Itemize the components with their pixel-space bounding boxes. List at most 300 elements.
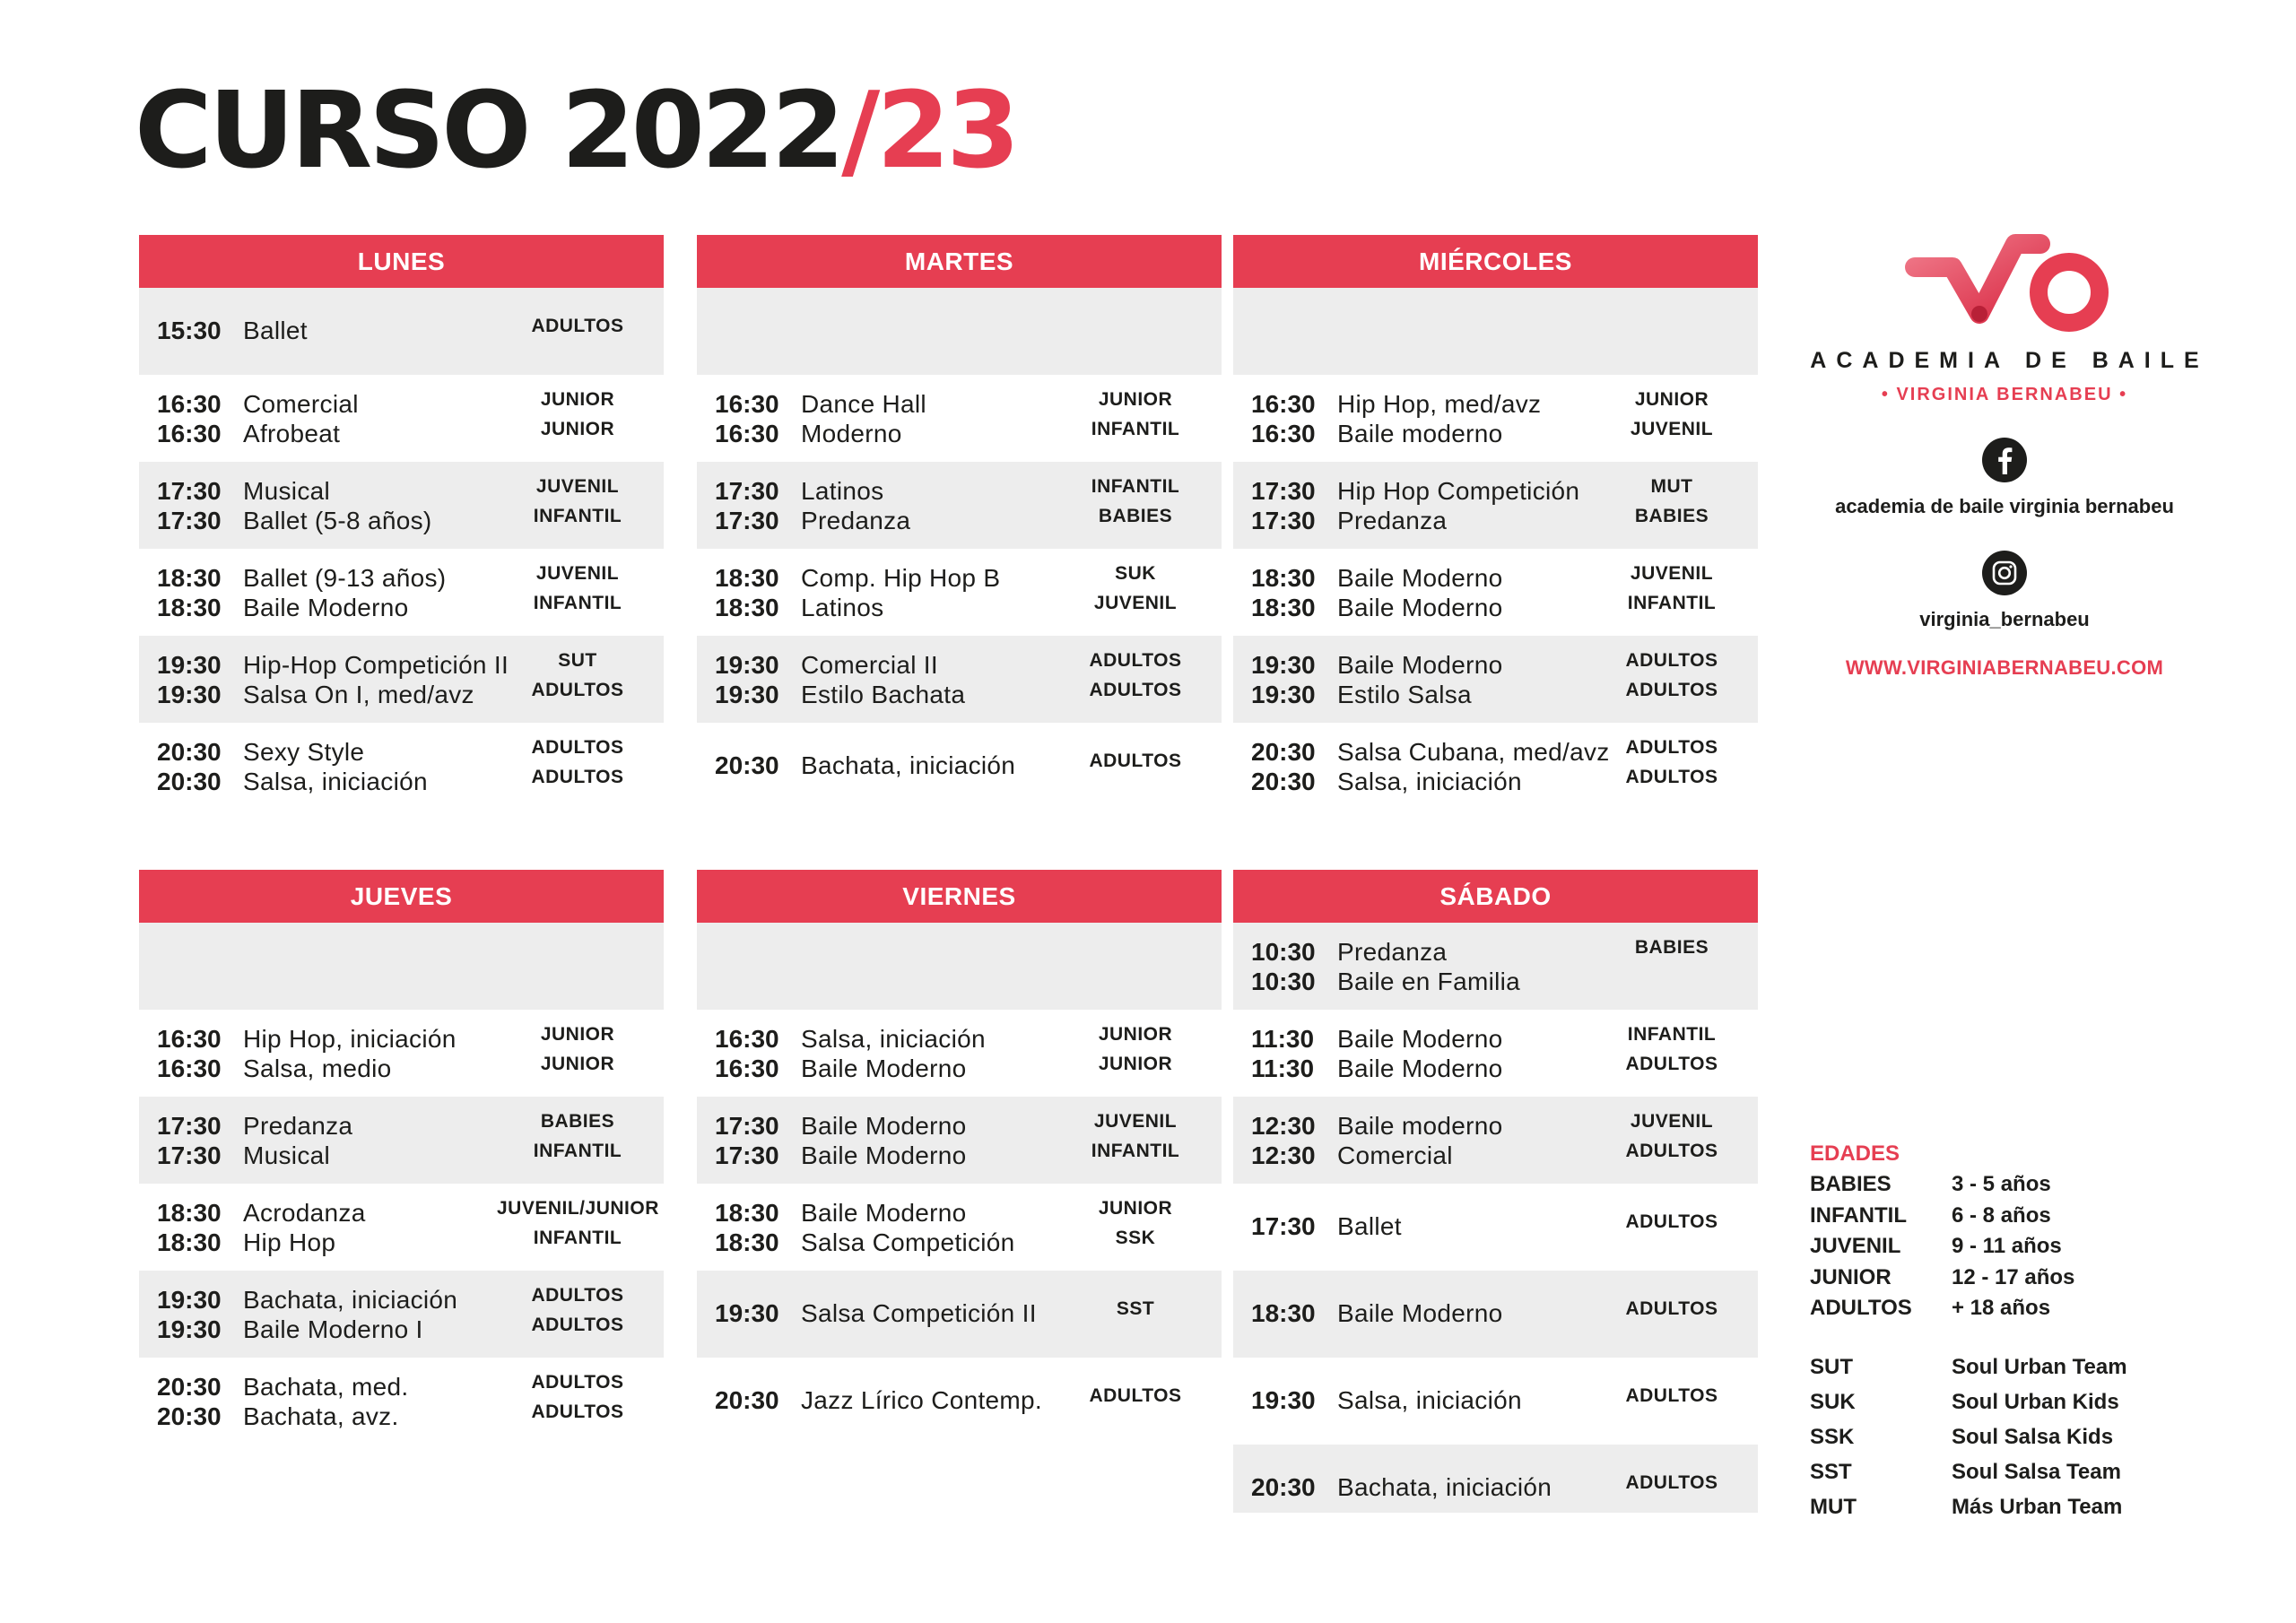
facebook-icon[interactable]: [1982, 438, 2027, 482]
legend-key: SST: [1810, 1459, 1852, 1484]
class-time: 20:30: [715, 751, 779, 779]
legend-value: 3 - 5 años: [1952, 1172, 2051, 1196]
class-level: MUT: [1650, 476, 1693, 497]
class-time: 20:30: [157, 768, 222, 795]
class-name: Baile Moderno: [1337, 1299, 1503, 1327]
class-time: 19:30: [157, 651, 222, 679]
class-name: Estilo Salsa: [1337, 681, 1472, 708]
class-time: 20:30: [157, 738, 222, 766]
class-slot: [1233, 288, 1758, 375]
class-name: Latinos: [801, 594, 884, 621]
class-level: ADULTOS: [1625, 737, 1718, 758]
class-name: Ballet (9-13 años): [243, 564, 447, 592]
class-level: ADULTOS: [531, 1372, 624, 1393]
legend-value: Soul Salsa Kids: [1952, 1424, 2114, 1449]
legend-value: Soul Urban Kids: [1952, 1389, 2119, 1414]
class-time: 20:30: [715, 1386, 779, 1414]
class-slot: [697, 375, 1222, 462]
class-row: [139, 1402, 664, 1431]
class-name: Salsa, iniciación: [801, 1025, 986, 1053]
day-4: [697, 870, 1222, 1445]
class-row: [139, 680, 664, 709]
class-time: 19:30: [1251, 651, 1316, 679]
legend-value: 6 - 8 años: [1952, 1202, 2051, 1228]
class-level: BABIES: [1634, 506, 1709, 526]
class-row: [697, 1298, 1222, 1328]
class-name: Musical: [243, 477, 331, 505]
class-slot: [1233, 1010, 1758, 1097]
class-time: 16:30: [1251, 390, 1316, 418]
class-level: JUNIOR: [540, 389, 615, 410]
class-name: Hip Hop: [243, 1228, 336, 1256]
class-time: 17:30: [157, 507, 222, 534]
legend-row: [1810, 1263, 2222, 1294]
class-time: 16:30: [715, 1025, 779, 1053]
legend-key: SUK: [1810, 1389, 1856, 1414]
class-level: ADULTOS: [1625, 1472, 1718, 1493]
class-name: Ballet: [1337, 1212, 1402, 1240]
class-slot: [139, 1184, 664, 1271]
class-time: 16:30: [157, 390, 222, 418]
class-name: Baile moderno: [1337, 420, 1503, 447]
legend-value: + 18 años: [1952, 1296, 2051, 1320]
class-slot: [139, 1097, 664, 1184]
class-row: [697, 419, 1222, 448]
class-level: ADULTOS: [1089, 680, 1182, 700]
class-time: 18:30: [715, 1199, 779, 1227]
class-time: 20:30: [157, 1373, 222, 1401]
class-level: ADULTOS: [531, 1315, 624, 1335]
class-row: [1233, 937, 1758, 967]
class-level: ADULTOS: [531, 1402, 624, 1422]
class-time: 16:30: [715, 1055, 779, 1082]
class-name: Baile Moderno: [801, 1199, 967, 1227]
class-name: Dance Hall: [801, 390, 926, 418]
class-name: Hip Hop, iniciación: [243, 1025, 457, 1053]
class-time: 20:30: [1251, 768, 1316, 795]
class-row: [139, 1141, 664, 1170]
class-slot: [139, 549, 664, 636]
class-name: Salsa Competición II: [801, 1299, 1037, 1327]
class-level: ADULTOS: [531, 316, 624, 336]
class-level: JUNIOR: [1098, 1198, 1173, 1219]
class-time: 17:30: [1251, 477, 1316, 505]
class-name: Baile en Familia: [1337, 968, 1520, 995]
website-link[interactable]: WWW.VIRGINIABERNABEU.COM: [1845, 656, 2164, 679]
legend-key: JUVENIL: [1810, 1234, 1901, 1258]
class-row: [697, 1141, 1222, 1170]
team-abbreviations: [1810, 1350, 2222, 1524]
class-slot: [1233, 1184, 1758, 1271]
legend-row: [1810, 1201, 2222, 1232]
class-time: 15:30: [157, 317, 222, 344]
instagram-handle[interactable]: virginia_bernabeu: [1919, 608, 2090, 630]
brand-block: [1785, 224, 2224, 680]
class-row: [1233, 1298, 1758, 1328]
class-slot: [1233, 462, 1758, 549]
class-name: Baile moderno: [1337, 1112, 1503, 1140]
legend-row: [1810, 1231, 2222, 1263]
class-time: 19:30: [157, 681, 222, 708]
class-time: 16:30: [715, 390, 779, 418]
class-slot: [697, 923, 1222, 1010]
class-level: SUT: [558, 650, 597, 671]
class-time: 20:30: [1251, 738, 1316, 766]
legend-value: Más Urban Team: [1952, 1494, 2123, 1519]
day-header: MIÉRCOLES: [1233, 235, 1758, 288]
class-row: [1233, 593, 1758, 622]
class-name: Salsa Competición: [801, 1228, 1015, 1256]
class-time: 16:30: [157, 1025, 222, 1053]
class-name: Ballet: [243, 317, 308, 344]
class-name: Salsa, medio: [243, 1055, 392, 1082]
class-time: 19:30: [715, 651, 779, 679]
class-name: Bachata, med.: [243, 1373, 409, 1401]
day-3: [139, 870, 664, 1445]
class-slot: [1233, 723, 1758, 810]
class-time: 16:30: [157, 420, 222, 447]
class-level: ADULTOS: [1625, 650, 1718, 671]
class-time: 12:30: [1251, 1141, 1316, 1169]
class-row: [697, 506, 1222, 535]
class-level: SSK: [1115, 1228, 1156, 1248]
class-level: ADULTOS: [1089, 1385, 1182, 1406]
class-level: INFANTIL: [533, 506, 622, 526]
class-level: INFANTIL: [533, 593, 622, 613]
class-name: Estilo Bachata: [801, 681, 966, 708]
class-level: ADULTOS: [1089, 650, 1182, 671]
class-slot: [697, 1010, 1222, 1097]
class-level: JUVENIL/JUNIOR: [497, 1198, 659, 1219]
day-5: [1233, 870, 1758, 1513]
class-name: Baile Moderno: [1337, 594, 1503, 621]
class-time: 18:30: [1251, 1299, 1316, 1327]
class-name: Comercial: [1337, 1141, 1453, 1169]
class-level: JUNIOR: [540, 1054, 615, 1074]
class-level: ADULTOS: [1089, 751, 1182, 771]
class-name: Hip Hop, med/avz: [1337, 390, 1542, 418]
class-row: [139, 593, 664, 622]
class-time: 12:30: [1251, 1112, 1316, 1140]
class-time: 19:30: [157, 1315, 222, 1343]
class-row: [139, 419, 664, 448]
class-time: 19:30: [1251, 681, 1316, 708]
legend-row: [1810, 1350, 2222, 1384]
class-name: Baile Moderno: [1337, 651, 1503, 679]
class-level: ADULTOS: [1625, 1298, 1718, 1319]
class-slot: [1233, 1271, 1758, 1358]
class-row: [697, 1228, 1222, 1257]
class-slot: [697, 636, 1222, 723]
class-row: [1233, 506, 1758, 535]
class-name: Predanza: [801, 507, 911, 534]
day-header: LUNES: [139, 235, 664, 288]
class-level: ADULTOS: [1625, 1385, 1718, 1406]
class-time: 17:30: [715, 507, 779, 534]
class-name: Predanza: [1337, 938, 1448, 966]
class-level: JUNIOR: [1634, 389, 1709, 410]
class-row: [1233, 1211, 1758, 1241]
class-name: Comercial: [243, 390, 359, 418]
legend-key: SSK: [1810, 1424, 1855, 1449]
class-level: INFANTIL: [1091, 1141, 1180, 1161]
day-header: SÁBADO: [1233, 870, 1758, 923]
age-groups: [1810, 1169, 2222, 1324]
legend-key: SUT: [1810, 1354, 1853, 1379]
class-level: JUVENIL: [1093, 1111, 1178, 1132]
class-slot: [139, 375, 664, 462]
class-name: Salsa, iniciación: [1337, 768, 1522, 795]
class-level: SST: [1116, 1298, 1155, 1319]
class-time: 18:30: [1251, 564, 1316, 592]
class-level: INFANTIL: [533, 1228, 622, 1248]
class-level: INFANTIL: [1627, 1024, 1717, 1045]
class-slot: [1233, 549, 1758, 636]
class-name: Bachata, iniciación: [243, 1286, 458, 1314]
class-level: JUNIOR: [1098, 389, 1173, 410]
class-name: Salsa, iniciación: [1337, 1386, 1522, 1414]
class-row: [1233, 767, 1758, 796]
class-level: JUVENIL: [535, 476, 620, 497]
class-level: ADULTOS: [1625, 767, 1718, 787]
class-name: Ballet (5-8 años): [243, 507, 432, 534]
class-name: Predanza: [243, 1112, 353, 1140]
class-name: Baile Moderno: [801, 1141, 967, 1169]
class-slot: [139, 1358, 664, 1445]
class-time: 20:30: [157, 1402, 222, 1430]
class-slot: [139, 636, 664, 723]
class-time: 18:30: [157, 594, 222, 621]
class-slot: [1233, 375, 1758, 462]
class-level: JUNIOR: [540, 1024, 615, 1045]
class-time: 19:30: [1251, 1386, 1316, 1414]
class-level: ADULTOS: [531, 680, 624, 700]
class-row: [697, 1385, 1222, 1415]
legend-key: MUT: [1810, 1494, 1857, 1519]
class-level: JUVENIL: [535, 563, 620, 584]
class-time: 18:30: [157, 1228, 222, 1256]
class-level: BABIES: [1634, 937, 1709, 958]
class-name: Salsa On I, med/avz: [243, 681, 474, 708]
class-level: JUVENIL: [1630, 1111, 1714, 1132]
legend: [1810, 1139, 2222, 1524]
class-slot: [1233, 1358, 1758, 1445]
class-time: 11:30: [1251, 1055, 1315, 1082]
legend-key: INFANTIL: [1810, 1202, 1907, 1228]
class-level: SUK: [1115, 563, 1156, 584]
class-slot: [139, 723, 664, 810]
class-name: Bachata, iniciación: [1337, 1473, 1552, 1501]
class-time: 19:30: [715, 681, 779, 708]
class-name: Baile Moderno: [801, 1055, 967, 1082]
class-time: 17:30: [157, 477, 222, 505]
page-title: [135, 63, 1016, 197]
class-slot: [139, 1010, 664, 1097]
class-level: INFANTIL: [1627, 593, 1717, 613]
class-time: 18:30: [715, 1228, 779, 1256]
class-name: Musical: [243, 1141, 331, 1169]
class-name: Latinos: [801, 477, 884, 505]
instagram-icon[interactable]: [1982, 551, 2027, 595]
class-time: 16:30: [1251, 420, 1316, 447]
day-header: JUEVES: [139, 870, 664, 923]
class-slot: [697, 288, 1222, 375]
day-2: [1233, 235, 1758, 810]
class-time: 18:30: [1251, 594, 1316, 621]
day-0: [139, 235, 664, 810]
class-name: Salsa Cubana, med/avz: [1337, 738, 1610, 766]
class-slot: [697, 1271, 1222, 1358]
class-name: Comp. Hip Hop B: [801, 564, 1001, 592]
class-level: ADULTOS: [531, 1285, 624, 1306]
class-slot: [1233, 1097, 1758, 1184]
class-slot: [139, 288, 664, 375]
legend-row: [1810, 1419, 2222, 1454]
class-time: 16:30: [715, 420, 779, 447]
legend-row: [1810, 1454, 2222, 1489]
class-level: ADULTOS: [1625, 1141, 1718, 1161]
day-header: MARTES: [697, 235, 1222, 288]
class-row: [139, 316, 664, 345]
class-slot: [697, 723, 1222, 810]
facebook-handle[interactable]: academia de baile virginia bernabeu: [1835, 495, 2174, 517]
class-slot: [139, 462, 664, 549]
class-name: Baile Moderno I: [243, 1315, 423, 1343]
class-row: [697, 680, 1222, 709]
class-name: Hip-Hop Competición II: [243, 651, 509, 679]
legend-row: [1810, 1489, 2222, 1524]
class-time: 10:30: [1251, 938, 1316, 966]
class-slot: [697, 1184, 1222, 1271]
class-name: Bachata, avz.: [243, 1402, 399, 1430]
title-main: CURSO 2022: [135, 68, 842, 192]
class-level: ADULTOS: [1625, 680, 1718, 700]
academy-logo-icon: [1897, 224, 2112, 341]
class-row: [139, 506, 664, 535]
class-time: 17:30: [1251, 507, 1316, 534]
class-level: INFANTIL: [533, 1141, 622, 1161]
class-level: BABIES: [540, 1111, 615, 1132]
class-row: [1233, 680, 1758, 709]
day-header: VIERNES: [697, 870, 1222, 923]
class-time: 17:30: [715, 477, 779, 505]
class-row: [139, 1315, 664, 1344]
legend-value: 12 - 17 años: [1952, 1264, 2075, 1289]
class-level: JUVENIL: [1630, 419, 1714, 439]
class-name: Moderno: [801, 420, 902, 447]
class-row: [697, 751, 1222, 780]
class-level: INFANTIL: [1091, 419, 1180, 439]
class-slot: [139, 923, 664, 1010]
class-level: JUNIOR: [540, 419, 615, 439]
legend-value: Soul Urban Team: [1952, 1354, 2127, 1379]
class-slot: [1233, 1445, 1758, 1513]
class-row: [1233, 1385, 1758, 1415]
class-time: 19:30: [157, 1286, 222, 1314]
legend-key: ADULTOS: [1810, 1296, 1912, 1320]
class-time: 17:30: [157, 1141, 222, 1169]
class-row: [1233, 1141, 1758, 1170]
class-row: [697, 593, 1222, 622]
class-row: [139, 1054, 664, 1083]
class-name: Baile Moderno: [1337, 1025, 1503, 1053]
class-name: Bachata, iniciación: [801, 751, 1016, 779]
class-slot: [697, 462, 1222, 549]
class-name: Sexy Style: [243, 738, 365, 766]
class-slot: [1233, 636, 1758, 723]
legend-key: JUNIOR: [1810, 1264, 1892, 1289]
class-time: 17:30: [157, 1112, 222, 1140]
class-time: 18:30: [157, 564, 222, 592]
class-time: 17:30: [1251, 1212, 1316, 1240]
class-row: [139, 767, 664, 796]
class-time: 16:30: [157, 1055, 222, 1082]
legend-value: Soul Salsa Team: [1952, 1459, 2121, 1484]
legend-key: BABIES: [1810, 1172, 1892, 1196]
class-name: Comercial II: [801, 651, 938, 679]
class-level: JUNIOR: [1098, 1054, 1173, 1074]
class-slot: [697, 1097, 1222, 1184]
class-level: JUNIOR: [1098, 1024, 1173, 1045]
class-level: ADULTOS: [1625, 1211, 1718, 1232]
title-slash: /: [841, 68, 877, 192]
class-slot: [697, 549, 1222, 636]
class-slot: [1233, 923, 1758, 1010]
class-name: Predanza: [1337, 507, 1448, 534]
class-name: Baile Moderno: [243, 594, 409, 621]
class-name: Baile Moderno: [1337, 564, 1503, 592]
class-slot: [139, 1271, 664, 1358]
brand-subtitle: • VIRGINIA BERNABEU •: [1881, 385, 2128, 404]
brand-name: ACADEMIA DE BAILE: [1810, 348, 2209, 373]
class-name: Afrobeat: [243, 420, 341, 447]
legend-row: [1810, 1293, 2222, 1324]
class-time: 17:30: [715, 1112, 779, 1140]
class-row: [139, 1228, 664, 1257]
class-slot: [697, 1358, 1222, 1445]
title-accent: 23: [876, 68, 1017, 192]
class-time: 10:30: [1251, 968, 1316, 995]
class-name: Baile Moderno: [1337, 1055, 1503, 1082]
class-row: [1233, 967, 1758, 996]
class-row: [1233, 419, 1758, 448]
class-name: Baile Moderno: [801, 1112, 967, 1140]
class-time: 18:30: [715, 594, 779, 621]
class-time: 11:30: [1251, 1025, 1315, 1053]
class-name: Jazz Lírico Contemp.: [801, 1386, 1042, 1414]
class-name: Acrodanza: [243, 1199, 366, 1227]
class-row: [1233, 1472, 1758, 1502]
class-level: ADULTOS: [531, 737, 624, 758]
class-name: Hip Hop Competición: [1337, 477, 1580, 505]
class-row: [1233, 1054, 1758, 1083]
class-time: 18:30: [157, 1199, 222, 1227]
class-level: ADULTOS: [1625, 1054, 1718, 1074]
class-time: 19:30: [715, 1299, 779, 1327]
class-level: JUVENIL: [1630, 563, 1714, 584]
legend-row: [1810, 1169, 2222, 1201]
class-time: 18:30: [715, 564, 779, 592]
class-row: [697, 1054, 1222, 1083]
class-level: INFANTIL: [1091, 476, 1180, 497]
class-time: 17:30: [715, 1141, 779, 1169]
legend-title: EDADES: [1810, 1141, 1900, 1166]
class-level: ADULTOS: [531, 767, 624, 787]
legend-row: [1810, 1384, 2222, 1419]
class-time: 20:30: [1251, 1473, 1316, 1501]
legend-value: 9 - 11 años: [1952, 1234, 2062, 1258]
class-level: JUVENIL: [1093, 593, 1178, 613]
